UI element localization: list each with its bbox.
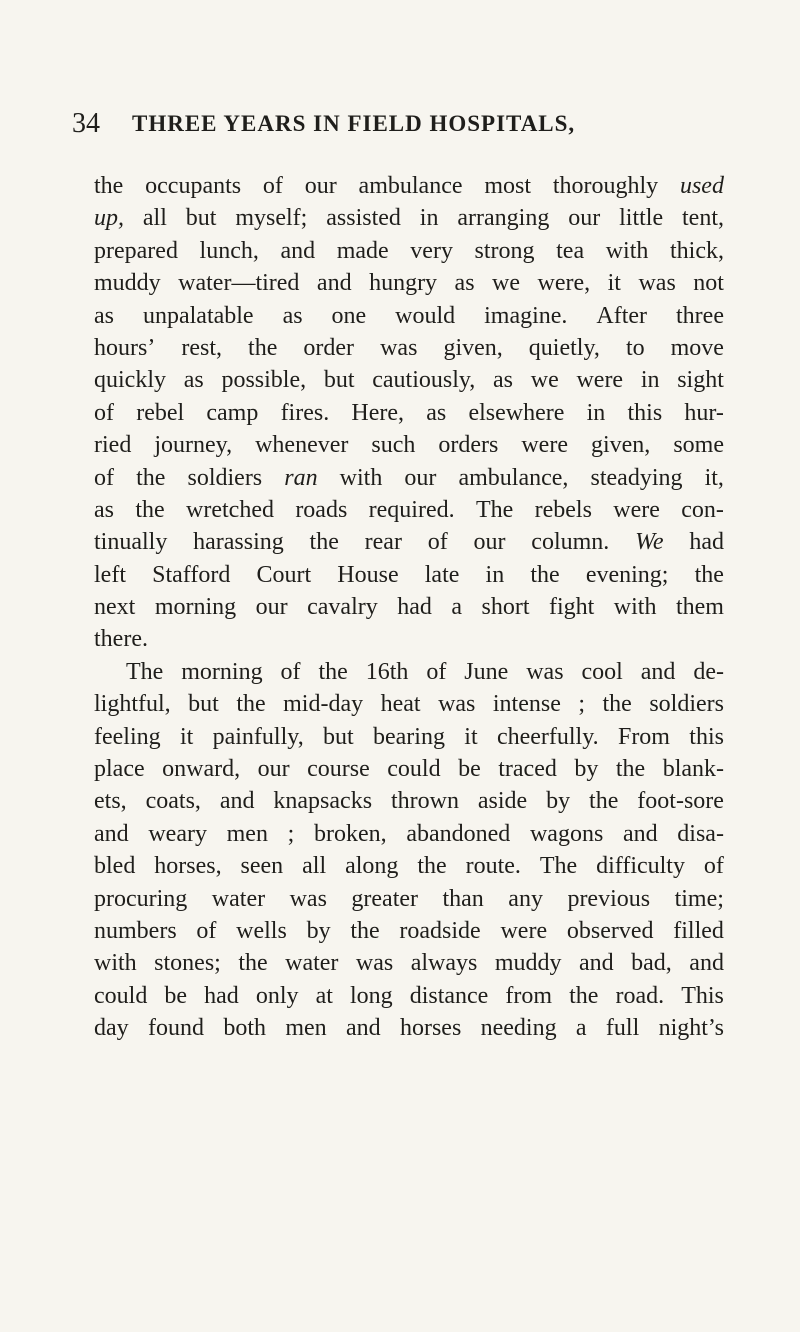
word: aside [477, 788, 528, 815]
word: by [574, 756, 599, 783]
word: this [689, 723, 724, 750]
word: bled [94, 853, 136, 880]
word: we [492, 270, 521, 297]
word: but [188, 691, 219, 718]
word: as [454, 270, 475, 297]
word: 16th [365, 658, 409, 685]
word: were [613, 496, 660, 523]
word: but [323, 367, 355, 394]
word: of [94, 464, 114, 491]
word: by [546, 788, 571, 815]
word: The [539, 853, 578, 880]
word: of [280, 658, 301, 685]
word: all [302, 853, 327, 880]
word: soldiers [187, 464, 263, 491]
word: our [255, 594, 288, 621]
text-line [94, 494, 724, 526]
word: fight [548, 594, 595, 621]
word: our [404, 464, 437, 491]
word: the [694, 561, 724, 588]
word: it [607, 270, 621, 297]
word: con- [681, 496, 724, 523]
word: the [136, 464, 166, 491]
word: night’s [658, 1015, 724, 1042]
word: time; [674, 885, 724, 912]
word: wagons [529, 820, 604, 847]
text-line [94, 397, 724, 429]
word: ; [578, 691, 586, 718]
word: greater [351, 885, 418, 912]
text-line [94, 818, 724, 850]
word: the [318, 658, 348, 685]
word: journey, [154, 432, 233, 459]
word: abandoned [406, 820, 511, 847]
word: wretched [186, 496, 274, 523]
word: was [380, 334, 418, 361]
word: After [596, 302, 648, 329]
word: in [485, 561, 505, 588]
word: of [427, 529, 448, 556]
word: was [638, 270, 676, 297]
text-line [94, 915, 724, 947]
word: steadying [590, 464, 683, 491]
word: disa- [677, 820, 724, 847]
word: were [500, 917, 548, 944]
word: muddy [94, 270, 161, 297]
word: onward, [162, 756, 241, 783]
word: cool [581, 658, 623, 685]
running-head: THREE YEARS IN FIELD HOSPITALS, [132, 111, 576, 136]
word: could [94, 982, 148, 1009]
word: assisted [326, 205, 401, 232]
word: imagine. [484, 302, 568, 329]
word: ran [284, 464, 318, 491]
word: by [306, 917, 331, 944]
word: day [94, 1015, 129, 1042]
word: given, [590, 432, 651, 459]
word: June [464, 658, 509, 685]
word: order [303, 334, 355, 361]
word: course [307, 756, 370, 783]
word: very [410, 237, 453, 264]
word: intense [492, 691, 561, 718]
text-line [94, 688, 724, 720]
word: both [223, 1015, 266, 1042]
word: with [339, 464, 383, 491]
word: water [211, 885, 266, 912]
word: heat [380, 691, 421, 718]
word: rebels [534, 496, 592, 523]
word: observed [566, 917, 654, 944]
word: be [164, 982, 188, 1009]
word: thrown [390, 788, 459, 815]
word: our [473, 529, 506, 556]
word: distance [409, 982, 489, 1009]
text-line [94, 1012, 724, 1044]
word: evening; [585, 561, 669, 588]
word: seen [240, 853, 284, 880]
word: The [475, 496, 514, 523]
word: broken, [313, 820, 387, 847]
text-line [94, 332, 724, 364]
text-line [94, 850, 724, 882]
word: to [625, 334, 645, 361]
word: tent, [682, 205, 724, 232]
text-line [94, 429, 724, 461]
word: of [262, 173, 283, 199]
word: feeling [94, 723, 161, 750]
word: ; [287, 820, 295, 847]
word: found [147, 1015, 204, 1042]
word: one [331, 302, 367, 329]
word: Stafford [152, 561, 231, 588]
word: cheerfully. [496, 723, 599, 750]
word: soldiers [649, 691, 724, 718]
word: ambulance, [458, 464, 569, 491]
word: numbers [94, 917, 177, 944]
word: This [681, 982, 724, 1009]
word: had [689, 529, 724, 556]
word: strong [474, 237, 535, 264]
word: our [304, 173, 337, 199]
word: the [238, 950, 268, 977]
word: knapsacks [273, 788, 373, 815]
word: all [142, 205, 167, 232]
word: prepared [94, 237, 178, 264]
word: difficulty [596, 853, 685, 880]
word: ried [94, 432, 132, 459]
word: left [94, 561, 126, 588]
word: occupants [145, 173, 242, 199]
word: in [586, 399, 606, 426]
word: wells [236, 917, 287, 944]
word: arranging [457, 205, 550, 232]
text-line [94, 170, 724, 202]
word: men [285, 1015, 327, 1042]
word: required. [368, 496, 455, 523]
word: cavalry [307, 594, 378, 621]
text-line [94, 235, 724, 267]
word: such [371, 432, 416, 459]
word: mid-day [283, 691, 364, 718]
text-line [94, 364, 724, 396]
text-line [94, 785, 724, 817]
word: but [185, 205, 217, 232]
word: the [350, 917, 380, 944]
word: previous [567, 885, 651, 912]
word: muddy [494, 950, 562, 977]
word: tea [556, 237, 585, 264]
word: road. [615, 982, 665, 1009]
word: not [693, 270, 724, 297]
text-line [94, 300, 724, 332]
word: ets, [94, 788, 127, 815]
word: it, [704, 464, 724, 491]
word: lunch, [199, 237, 259, 264]
word: of [426, 658, 447, 685]
word: and [345, 1015, 381, 1042]
word: harassing [193, 529, 284, 556]
word: camp [206, 399, 259, 426]
text-line [94, 947, 724, 979]
text-line [94, 980, 724, 1012]
word: were [521, 432, 568, 459]
word: the [309, 529, 339, 556]
word: and [640, 658, 676, 685]
word: weary [148, 820, 207, 847]
word: as [493, 367, 514, 394]
word: traced [498, 756, 557, 783]
word: there. [94, 626, 148, 653]
word: whenever [255, 432, 349, 459]
word: and [622, 820, 658, 847]
word: with [94, 950, 137, 977]
word: short [481, 594, 530, 621]
word: orders [438, 432, 499, 459]
word: full [605, 1015, 640, 1042]
word: the [615, 756, 646, 783]
word: bearing [373, 723, 445, 750]
word: rebel [136, 399, 185, 426]
word: thick, [669, 237, 724, 264]
word: roadside [399, 917, 481, 944]
page-number: 34 [72, 108, 100, 139]
word: the [135, 496, 165, 523]
word: de- [693, 658, 724, 685]
word: of [94, 399, 114, 426]
word: three [676, 302, 724, 329]
word: as [426, 399, 447, 426]
word: horses, [154, 853, 222, 880]
word: roads [295, 496, 348, 523]
word: Court [256, 561, 312, 588]
word: would [395, 302, 456, 329]
word: the [602, 691, 632, 718]
text-line [94, 591, 724, 623]
word: long [349, 982, 393, 1009]
word: morning [181, 658, 263, 685]
word: and [219, 788, 255, 815]
word: morning [154, 594, 237, 621]
word: The [126, 658, 164, 685]
word: little [619, 205, 664, 232]
word: were [576, 367, 624, 394]
word: and [94, 820, 129, 847]
page-header [0, 104, 800, 144]
word: of [703, 853, 724, 880]
word: a [575, 1015, 587, 1042]
word: column. [531, 529, 610, 556]
word: up, [94, 205, 124, 232]
word: thoroughly [552, 173, 659, 199]
word: we [530, 367, 559, 394]
word: stones; [154, 950, 221, 977]
word: the [94, 173, 124, 199]
word: Here, [351, 399, 405, 426]
word: the [589, 788, 619, 815]
word: the [417, 853, 447, 880]
word: hungry [369, 270, 438, 297]
word: bad, [631, 950, 672, 977]
word: From [617, 723, 670, 750]
word: had [204, 982, 239, 1009]
word: the [569, 982, 599, 1009]
text-line [94, 202, 724, 234]
word: as [282, 302, 303, 329]
word: was [355, 950, 394, 977]
word: them [675, 594, 724, 621]
text-line [94, 656, 724, 688]
word: as [183, 367, 204, 394]
word: be [458, 756, 481, 783]
word: ambulance [358, 173, 463, 199]
word: any [508, 885, 543, 912]
word: foot-sore [637, 788, 724, 815]
word: elsewhere [468, 399, 565, 426]
word: from [505, 982, 553, 1009]
text-line [94, 883, 724, 915]
word: and [280, 237, 316, 264]
word: sight [677, 367, 724, 394]
word: always [410, 950, 478, 977]
word: made [336, 237, 389, 264]
word: the [236, 691, 266, 718]
word: move [670, 334, 724, 361]
text-line [94, 753, 724, 785]
word: next [94, 594, 136, 621]
word: it [464, 723, 478, 750]
word: painfully, [212, 723, 304, 750]
word: place [94, 756, 145, 783]
word: quickly [94, 367, 166, 394]
text-line [94, 526, 724, 558]
word: lightful, [94, 691, 171, 718]
word: myself; [235, 205, 308, 232]
word: water [285, 950, 339, 977]
word: it [179, 723, 194, 750]
text-line [94, 462, 724, 494]
word: the [248, 334, 278, 361]
word: possible, [221, 367, 307, 394]
word: than [442, 885, 484, 912]
word: in [419, 205, 439, 232]
word: late [424, 561, 460, 588]
word: of [196, 917, 217, 944]
word: House [337, 561, 399, 588]
word: coats, [145, 788, 201, 815]
word: our [568, 205, 601, 232]
word: men [226, 820, 268, 847]
word: was [289, 885, 327, 912]
word: route. [465, 853, 521, 880]
word: most [484, 173, 531, 199]
word: rest, [181, 334, 223, 361]
word: was [438, 691, 476, 718]
text-line [94, 721, 724, 753]
word: as [94, 496, 114, 523]
text-line [94, 623, 724, 655]
word: this [627, 399, 663, 426]
word: could [387, 756, 441, 783]
word: our [257, 756, 290, 783]
word: water—tired [178, 270, 300, 297]
word: blank- [662, 756, 724, 783]
word: and [316, 270, 352, 297]
word: hur- [684, 399, 724, 426]
word: given, [443, 334, 503, 361]
word: some [673, 432, 724, 459]
word: at [315, 982, 333, 1009]
word: and [579, 950, 614, 977]
word: as [94, 302, 114, 329]
word: filled [673, 917, 724, 944]
word: unpalatable [142, 302, 254, 329]
word: horses [399, 1015, 462, 1042]
word: needing [480, 1015, 557, 1042]
word: used [679, 173, 724, 199]
word: cautiously, [372, 367, 476, 394]
word: quietly, [528, 334, 600, 361]
word: only [255, 982, 299, 1009]
word: in [640, 367, 660, 394]
word: with [613, 594, 657, 621]
word: was [526, 658, 564, 685]
word: We [635, 529, 664, 556]
text-line [94, 267, 724, 299]
word: had [397, 594, 432, 621]
word: tinually [94, 529, 168, 556]
text-line [94, 559, 724, 591]
word: with [605, 237, 649, 264]
body-text [94, 170, 724, 1045]
word: along [345, 853, 399, 880]
word: procuring [94, 885, 188, 912]
word: hours’ [94, 334, 156, 361]
word: fires. [280, 399, 330, 426]
word: a [451, 594, 463, 621]
word: were, [537, 270, 591, 297]
word: the [530, 561, 560, 588]
word: but [323, 723, 354, 750]
word: rear [364, 529, 402, 556]
word: and [689, 950, 724, 977]
